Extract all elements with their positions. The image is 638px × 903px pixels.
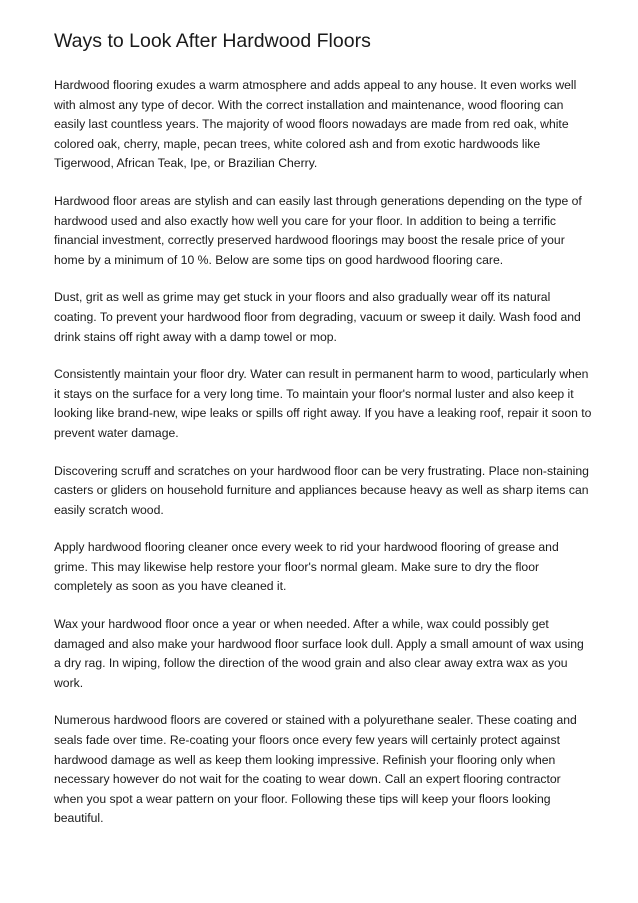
page-title: Ways to Look After Hardwood Floors: [54, 30, 371, 52]
paragraph-sealer: Numerous hardwood floors are covered or stained with a polyurethane sealer. These coating and seals fade over time. Re-coating your floors once every few years will certainly protect against hardwood damage as well as keep them looking impressive. Refinish your flooring only when necessary however do not wait for the coating to wear down. Call an expert flooring contractor when you spot a wear pattern on your floor. Following these tips will keep your floors looking beautiful.: [54, 713, 577, 826]
paragraph-scratches: Discovering scruff and scratches on your hardwood floor can be very frustrating. Place non-staining casters or gliders on household furniture and appliances because heavy as well as sharp items can easily scratch wood.: [54, 463, 589, 517]
document-page: [54, 28, 592, 847]
paragraph-dust: Dust, grit as well as grime may get stuck in your floors and also gradually wear off its natural coating. To prevent your hardwood floor from degrading, vacuum or sweep it daily. Wash food and drink stains off right away with a damp towel or mop.: [54, 290, 581, 344]
paragraph-value: Hardwood floor areas are stylish and can easily last through generations depending on the type of hardwood used and also exactly how well you care for your floor. In addition to being a terrific financial investment, correctly preserved hardwood floorings may boost the resale price of your home by a minimum of 10 %. Below are some tips on good hardwood flooring care.: [54, 193, 582, 267]
paragraph-dry: Consistently maintain your floor dry. Water can result in permanent harm to wood, particularly when it stays on the surface for a very long time. To maintain your floor's normal luster and also keep it looking like brand-new, wipe leaks or spills off right away. If you have a leaking roof, repair it soon to prevent water damage.: [54, 367, 592, 440]
paragraph-cleaner: Apply hardwood flooring cleaner once every week to rid your hardwood flooring of grease and grime. This may likewise help restore your floor's normal gleam. Make sure to dry the floor completely as soon as you have cleaned it.: [54, 540, 559, 594]
paragraph-intro: Hardwood flooring exudes a warm atmosphere and adds appeal to any house. It even works well with almost any type of decor. With the correct installation and maintenance, wood flooring can easily last countless years. The majority of wood floors nowadays are made from red oak, white colored oak, cherry, maple, pecan trees, white colored ash and from exotic hardwoods like Tigerwood, African Teak, Ipe, or Brazilian Cherry.: [54, 78, 577, 171]
paragraph-wax: Wax your hardwood floor once a year or when needed. After a while, wax could possibly get damaged and also make your hardwood floor surface look dull. Apply a small amount of wax using a dry rag. In wiping, follow the direction of the wood grain and also clear away extra wax as you work.: [54, 617, 584, 690]
